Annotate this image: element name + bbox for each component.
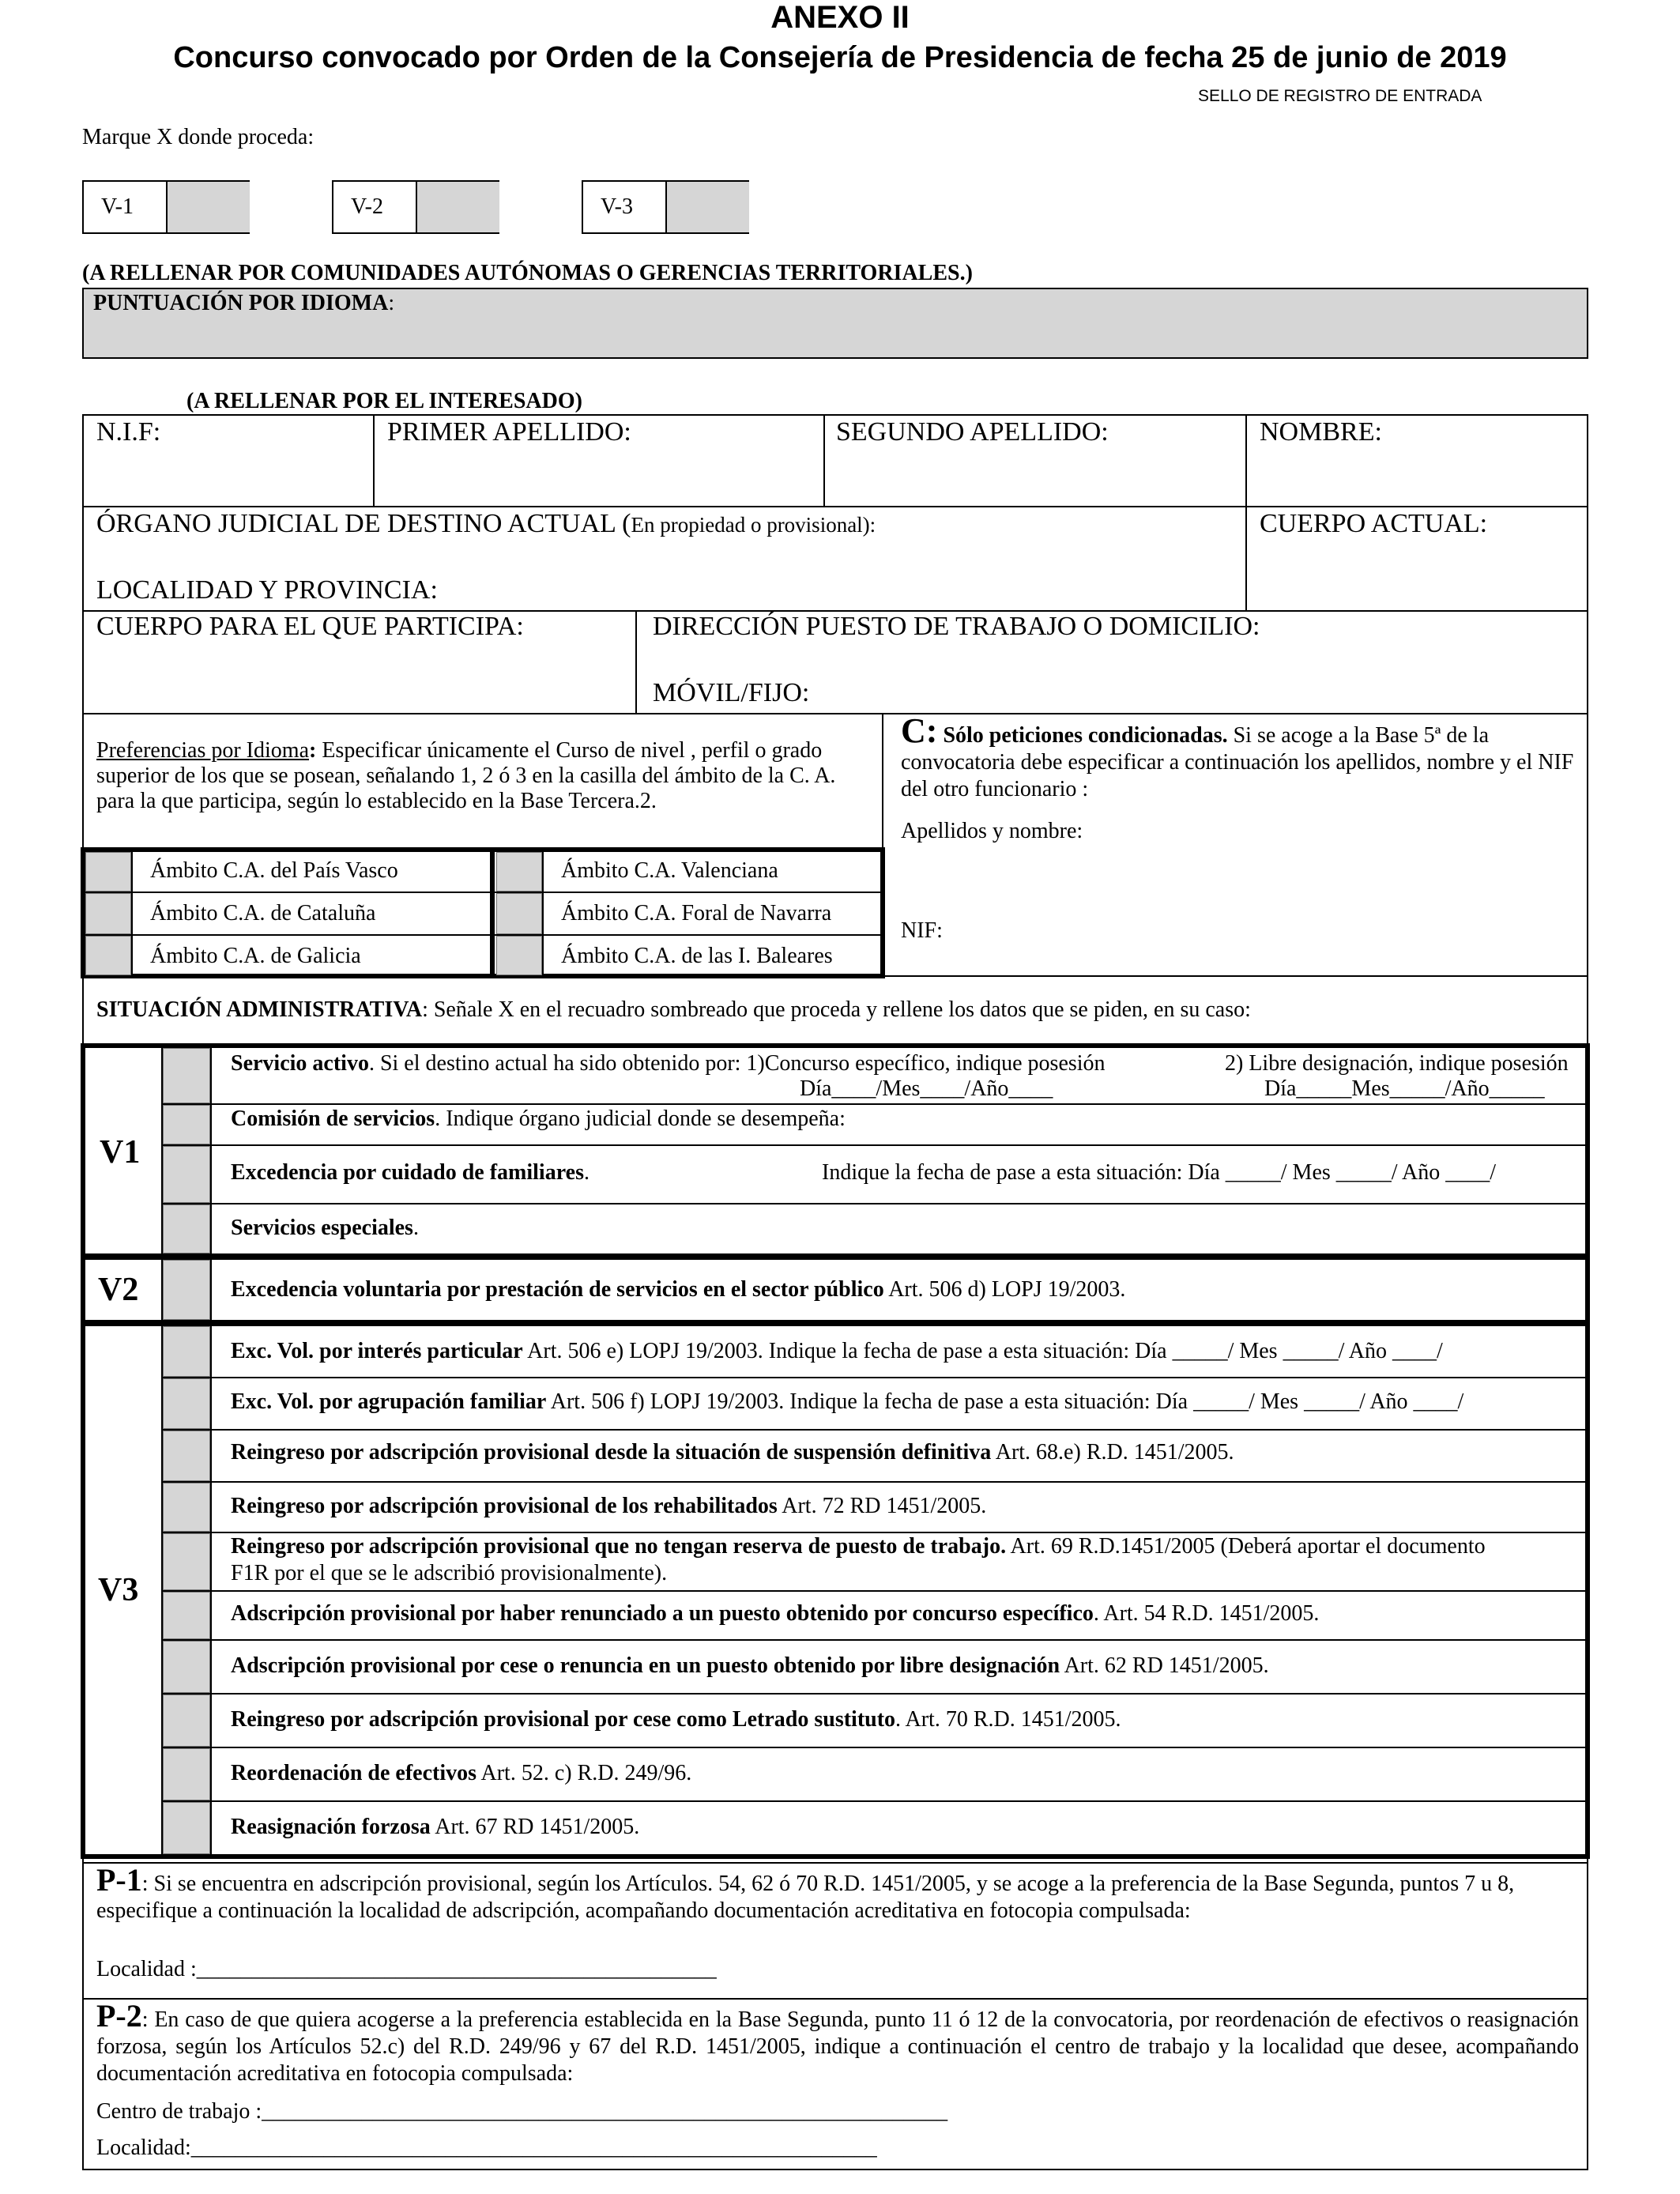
exc-interes-particular-checkbox[interactable]: [163, 1326, 210, 1377]
comision-servicios-label: Comisión de servicios. Indique órgano judicial donde se desempeña:: [231, 1106, 846, 1131]
reasignacion-forzosa-checkbox[interactable]: [163, 1802, 210, 1854]
page-title: ANEXO II: [770, 0, 910, 35]
condicionadas-text: C: Sólo peticiones condicionadas. Si se acoge a la Base 5ª de la convocatoria debe especificar a continuación los apellidos, nombre y el NIF del otro funcionario :: [901, 711, 1574, 801]
ambito-galicia-checkbox[interactable]: [85, 936, 131, 975]
ambito-baleares-checkbox[interactable]: [496, 936, 542, 975]
v2-checkbox[interactable]: [416, 182, 499, 232]
situacion-heading: SITUACIÓN ADMINISTRATIVA: Señale X en el recuadro sombreado que proceda y rellene los datos que se piden, en su caso:: [96, 997, 1251, 1022]
excedencia-sector-publico-label: Excedencia voluntaria por prestación de servicios en el sector público Art. 506 d) LOPJ 19/2003.: [231, 1277, 1126, 1302]
fecha-concurso-field[interactable]: Día____/Mes____/Año____: [800, 1076, 1053, 1101]
reingreso-sin-reserva-label: Reingreso por adscripción provisional que no tengan reserva de puesto de trabajo. Art. 69 R.D.1451/2005 (Deberá aportar el documento F1R por el que se le adscribió provisionalmente).: [231, 1534, 1486, 1585]
excedencia-familiares-label: Excedencia por cuidado de familiares.: [231, 1160, 590, 1185]
adscripcion-concurso-label: Adscripción provisional por haber renunciado a un puesto obtenido por concurso específico. Art. 54 R.D. 1451/2005.: [231, 1601, 1320, 1626]
reordenacion-efectivos-checkbox[interactable]: [163, 1748, 210, 1800]
ambito-pais-vasco-checkbox[interactable]: [85, 852, 131, 892]
reingreso-suspension-checkbox[interactable]: [163, 1431, 210, 1481]
marque-label: Marque X donde proceda:: [82, 125, 315, 149]
ambito-valenciana-label: Ámbito C.A. Valenciana: [561, 858, 778, 883]
primer-apellido-field[interactable]: PRIMER APELLIDO:: [387, 417, 631, 447]
cuerpo-actual-field[interactable]: CUERPO ACTUAL:: [1260, 509, 1488, 538]
direccion-field[interactable]: DIRECCIÓN PUESTO DE TRABAJO O DOMICILIO:: [653, 612, 1260, 641]
reingreso-letrado-sustituto-checkbox[interactable]: [163, 1695, 210, 1747]
localidad-provincia-field[interactable]: LOCALIDAD Y PROVINCIA:: [96, 575, 438, 605]
reingreso-rehabilitados-checkbox[interactable]: [163, 1483, 210, 1532]
stamp-label: SELLO DE REGISTRO DE ENTRADA: [1198, 87, 1482, 105]
nombre-field[interactable]: NOMBRE:: [1260, 417, 1382, 447]
v2-option-label: V-2: [351, 194, 383, 219]
excedencia-familiares-fecha[interactable]: Indique la fecha de pase a esta situación: Día _____/ Mes _____/ Año ____/: [822, 1160, 1497, 1185]
reingreso-rehabilitados-label: Reingreso por adscripción provisional de los rehabilitados Art. 72 RD 1451/2005.: [231, 1494, 987, 1518]
reingreso-suspension-label: Reingreso por adscripción provisional desde la situación de suspensión definitiva Art. 68.e) R.D. 1451/2005.: [231, 1440, 1234, 1465]
cuerpo-participa-field[interactable]: CUERPO PARA EL QUE PARTICIPA:: [96, 612, 524, 641]
ambito-valenciana-checkbox[interactable]: [496, 852, 542, 892]
v1-option-label: V-1: [101, 194, 134, 219]
v1-option: [82, 180, 250, 234]
ambito-baleares-label: Ámbito C.A. de las I. Baleares: [561, 944, 833, 968]
condicionadas-apellidos-field[interactable]: Apellidos y nombre:: [901, 819, 1083, 843]
p2-centro-trabajo-field[interactable]: Centro de trabajo :______________________________________________________________: [96, 2099, 948, 2124]
v3-label: V3: [98, 1572, 139, 1608]
ambito-cataluna-label: Ámbito C.A. de Cataluña: [150, 901, 376, 925]
v2-option: [332, 180, 499, 234]
v1-checkbox[interactable]: [166, 182, 250, 232]
servicios-especiales-label: Servicios especiales.: [231, 1216, 419, 1240]
organo-judicial-field[interactable]: ÓRGANO JUDICIAL DE DESTINO ACTUAL (En propiedad o provisional):: [96, 509, 876, 538]
reasignacion-forzosa-label: Reasignación forzosa Art. 67 RD 1451/2005.: [231, 1815, 640, 1839]
puntuacion-idioma-field[interactable]: [82, 288, 1588, 359]
adscripcion-concurso-checkbox[interactable]: [163, 1592, 210, 1639]
libre-designacion-label: 2) Libre designación, indique posesión: [1225, 1051, 1569, 1076]
servicio-activo-checkbox[interactable]: [163, 1048, 210, 1103]
servicio-activo-label: Servicio activo. Si el destino actual ha sido obtenido por: 1)Concurso específico, indique posesión: [231, 1051, 1106, 1076]
ccaa-note: (A RELLENAR POR COMUNIDADES AUTÓNOMAS O GERENCIAS TERRITORIALES.): [82, 261, 973, 285]
adscripcion-libre-designacion-label: Adscripción provisional por cese o renuncia en un puesto obtenido por libre designación Art. 62 RD 1451/2005.: [231, 1653, 1269, 1678]
puntuacion-label: PUNTUACIÓN POR IDIOMA:: [93, 291, 395, 315]
p1-text: P-1: Si se encuentra en adscripción provisional, según los Artículos. 54, 62 ó 70 R.D. 1451/2005, y se acoge a la preferencia de la Base Segunda, puntos 7 u 8, especifique a continuación la localidad de adscripción, acompañando documentación acreditativa en fotocopia compulsada:: [96, 1862, 1515, 1923]
condicionadas-nif-field[interactable]: NIF:: [901, 918, 943, 943]
v3-option-label: V-3: [601, 194, 633, 219]
p2-localidad-field[interactable]: Localidad:______________________________________________________________: [96, 2136, 877, 2160]
ambito-galicia-label: Ámbito C.A. de Galicia: [150, 944, 361, 968]
ambito-navarra-checkbox[interactable]: [496, 893, 542, 934]
interesado-note: (A RELLENAR POR EL INTERESADO): [186, 389, 582, 413]
comision-servicios-checkbox[interactable]: [163, 1105, 210, 1144]
reingreso-sin-reserva-checkbox[interactable]: [163, 1533, 210, 1590]
p1-localidad-field[interactable]: Localidad :_______________________________________________: [96, 1957, 717, 1981]
ambito-navarra-label: Ámbito C.A. Foral de Navarra: [561, 901, 832, 925]
reordenacion-efectivos-label: Reordenación de efectivos Art. 52. c) R.D. 249/96.: [231, 1761, 692, 1785]
adscripcion-libre-designacion-checkbox[interactable]: [163, 1641, 210, 1693]
v3-option: [582, 180, 749, 234]
fecha-libre-designacion-field[interactable]: Día_____Mes_____/Año_____: [1264, 1076, 1545, 1101]
movil-fijo-field[interactable]: MÓVIL/FIJO:: [653, 678, 810, 707]
segundo-apellido-field[interactable]: SEGUNDO APELLIDO:: [836, 417, 1109, 447]
reingreso-letrado-sustituto-label: Reingreso por adscripción provisional por cese como Letrado sustituto. Art. 70 R.D. 1451/2005.: [231, 1707, 1121, 1732]
v3-checkbox[interactable]: [665, 182, 749, 232]
exc-agrupacion-familiar-label: Exc. Vol. por agrupación familiar Art. 506 f) LOPJ 19/2003. Indique la fecha de pase a esta situación: Día _____/ Mes _____/ Año ____/: [231, 1389, 1464, 1414]
exc-interes-particular-label: Exc. Vol. por interés particular Art. 506 e) LOPJ 19/2003. Indique la fecha de pase a esta situación: Día _____/ Mes _____/ Año ____/: [231, 1339, 1443, 1363]
excedencia-sector-publico-checkbox[interactable]: [163, 1260, 210, 1320]
page-subtitle: Concurso convocado por Orden de la Consejería de Presidencia de fecha 25 de junio de 2019: [173, 41, 1507, 74]
ambito-pais-vasco-label: Ámbito C.A. del País Vasco: [150, 858, 398, 883]
servicios-especiales-checkbox[interactable]: [163, 1204, 210, 1253]
p2-text: P-2: En caso de que quiera acogerse a la preferencia establecida en la Base Segunda, punto 11 ó 12 de la convocatoria, por reordenación de efectivos o reasignación forzosa, según los Artículos 52.c) del R.D. 249/96 y 67 del R.D. 1451/2005, indique a continuación el centro de trabajo y la localidad que desee, acompañando documentación acreditativa en fotocopia compulsada:: [96, 1998, 1579, 2086]
nif-field[interactable]: N.I.F:: [96, 417, 161, 447]
ambito-cataluna-checkbox[interactable]: [85, 893, 131, 934]
v2-label: V2: [98, 1272, 139, 1308]
exc-agrupacion-familiar-checkbox[interactable]: [163, 1378, 210, 1429]
excedencia-familiares-checkbox[interactable]: [163, 1146, 210, 1203]
preferencias-text: Preferencias por Idioma: Especificar únicamente el Curso de nivel , perfil o grado superior de los que se posean, señalando 1, 2 ó 3 en la casilla del ámbito de la C. A. para la que participa, según lo establecido en la Base Tercera.2.: [96, 738, 836, 813]
v1-label: V1: [100, 1134, 141, 1171]
